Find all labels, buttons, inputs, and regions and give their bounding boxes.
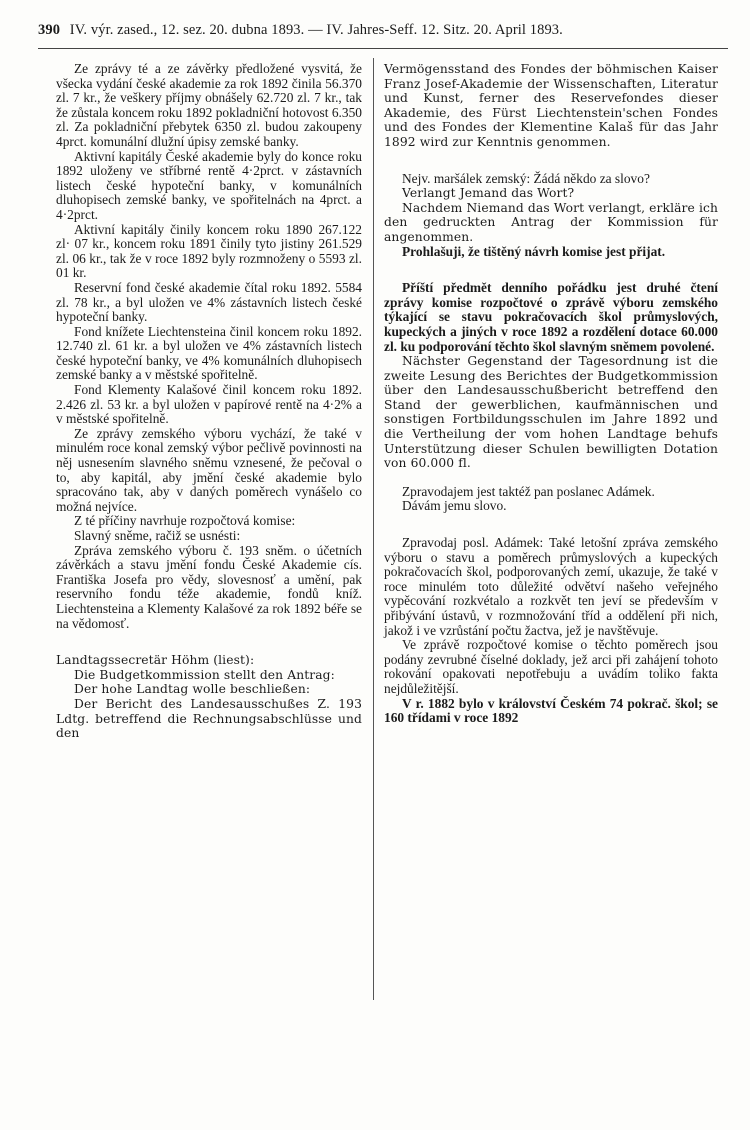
paragraph: Zpravodajem jest taktéž pan poslanec Adámek. xyxy=(402,483,655,499)
paragraph: Ze zprávy zemského výboru vychází, že také v minulém roce konal zemský výbor pečlivě povinnosti na něj usnesením slavného sněmu vznesené, že pečoval o to, aby kapitál, aby jmění české akademie bylo spracováno tak, aby v daných poměrech vynášelo co možná nejvíce. xyxy=(56,425,362,514)
running-title: IV. výr. zased., 12. sez. 20. dubna 1893. — IV. Jahres-Seff. 12. Sitz. 20. April 1893. xyxy=(69,22,563,38)
speaker-paragraph: Nejv. maršálek zemský: Žádá někdo za slovo? xyxy=(402,170,650,186)
paragraph: Nachdem Niemand das Wort verlangt, erkläre ich den gedruckten Antrag der Kommission für angenommen. xyxy=(384,200,718,244)
column-divider xyxy=(373,58,374,1000)
speaker-paragraph: Zpravodaj posl. Adámek: Také letošní zpráva zemského výboru o stavu a poměrech průmyslových a kupeckých pokračovacích škol, podporovaných zemí, ukazuje, že také v roce minulém toto důležité odvětví našeho veřejného vypěcování rozkvétalo a rozkvět ten jeví se především v přibývání ústavů, v rozmnožování tříd a oddělení při nich, jakož i ve vzrůstání počtu žactva, jež je navštěvuje. xyxy=(384,535,718,638)
paragraph: Vermögensstand des Fondes der böhmischen Kaiser Franz Josef-Akademie der Wissenschaften, Literatur und Kunst, ferner des Reservefondes dieser Akademie, des Fürst Liechtenstein'schen Fondes und des Fondes der Klementine Kalaš für das Jahr 1892 wird zur Kenntnis genommen. xyxy=(384,62,718,149)
left-column xyxy=(56,62,362,741)
paragraph: Ze zprávy té a ze závěrky předložené vysvitá, že všecka vydání české akademie za rok 1892 činila 56.370 zl. 7 kr., že veškery příjmy obnášely 62.720 zl. 7 kr., tak že zůstala koncem roku 1892 pokladniční hotovost 6.350 zl. Za pokladniční přebytek 6350 zl. budou zakoupeny 4prct. komunální dlužní úpisy zemské banky. xyxy=(56,61,362,149)
right-column xyxy=(384,62,718,726)
paragraph: Fond Klementy Kalašové činil koncem roku 1892. 2.426 zl. 53 kr. a byl uložen v papírové rentě na 4·2% a v městské spořitelně. xyxy=(56,382,362,427)
paragraph: Aktivní kapitály České akademie byly do konce roku 1892 uloženy ve stříbrné rentě 4·2prct. v zástavních listech české hypoteční banky, v komunálních dluhopisech zemské banky, ve spořitelnách na 4prct. a 4·2prct. xyxy=(56,148,362,222)
paragraph: Der hohe Landtag wolle beschließen: xyxy=(74,682,311,697)
paragraph: Dávám jemu slovo. xyxy=(402,498,507,514)
paragraph: Příští předmět denního pořádku jest druhé čtení zprávy komise rozpočtové o zprávě výboru zemského týkající se stavu pokračovacích škol průmyslových, kupeckých a jiných v roce 1892 a rozdělení dotace 60.000 zl. ku podporování těchto škol slavným sněmem povolené. xyxy=(384,280,718,354)
speaker-line: Landtagssecretär Höhm (liest): xyxy=(56,653,255,668)
paragraph: Nächster Gegenstand der Tagesordnung ist die zweite Lesung des Berichtes der Budgetkommission über den Landesausschußbericht betreffend den Stand der gewerblichen, kaufmännischen und sonstigen Fortbildungsschulen im Jahre 1892 und die Vertheilung der vom hohen Landtage behufs Unterstützung dieser Schulen bewilligten Dotation von 60.000 fl. xyxy=(384,354,718,471)
paragraph: V r. 1882 bylo v království Českém 74 pokrač. škol; se 160 třídami v roce 1892 xyxy=(384,695,718,726)
paragraph: Z té příčiny navrhuje rozpočtová komise: xyxy=(74,513,296,529)
paragraph: Zpráva zemského výboru č. 193 sněm. o účetních závěrkách a stavu jmění fondu České Akademie cís. Františka Josefa pro vědy, slovesnosť a umění, pak reservního fondu téže akademie, fondů kníž. Liechtensteina a Klementy Kalašové za rok 1892 béře se na vědomosť. xyxy=(56,542,362,631)
paragraph: Die Budgetkommission stellt den Antrag: xyxy=(74,667,335,682)
paragraph: Prohlašuji, že tištěný návrh komise jest přijat. xyxy=(402,243,666,259)
paragraph: Reservní fond české akademie čítal roku 1892. 5584 zl. 78 kr., a byl uložen ve 4% zástavních listech české hypoteční banky. xyxy=(56,279,362,325)
running-header xyxy=(38,22,728,39)
page-number: 390 xyxy=(38,22,61,38)
paragraph: Aktivní kapitály činily koncem roku 1890 267.122 zl· 07 kr., koncem roku 1891 činily tyto jistiny 261.529 zl. 06 kr., tak že v roce 1892 byly rozmnoženy o 5593 zl. 01 kr. xyxy=(56,221,362,281)
paragraph: Verlangt Jemand das Wort? xyxy=(402,186,575,201)
paragraph: Der Bericht des Landesausschußes Z. 193 Ldtg. betreffend die Rechnungsabschlüsse und den xyxy=(56,696,362,741)
paragraph: Fond knížete Liechtensteina činil koncem roku 1892. 12.740 zl. 61 kr. a byl uložen ve 4% zástavních listech české hypoteční banky, ve 4% komunálních dluhopisech zemské banky a v městské spořitelně. xyxy=(56,323,362,383)
paragraph: Slavný sněme, račiž se usnésti: xyxy=(74,528,241,543)
paragraph: Ve zprávě rozpočtové komise o těchto poměrech jsou podány zevrubné číselné doklady, jež arci při zahájení tohoto rokování opakovati nepotřebuju a uvádím toliko fakta nejdůležitější. xyxy=(384,637,718,696)
header-rule xyxy=(38,48,728,49)
